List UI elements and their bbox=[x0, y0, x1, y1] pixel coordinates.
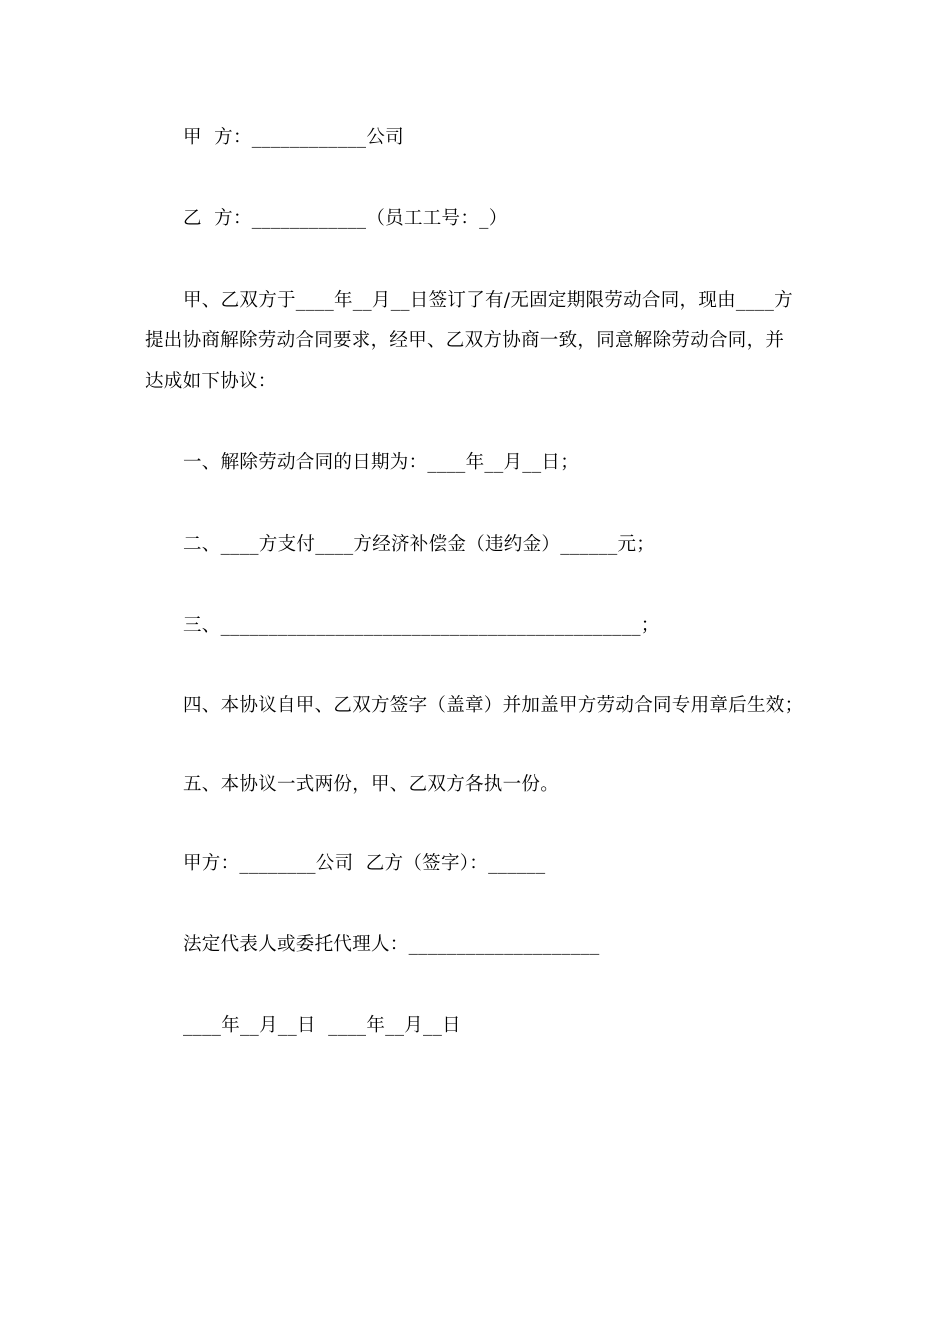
party-b-line: 乙 方：____________（员工工号：_） bbox=[183, 208, 508, 229]
date-line: ____年__月__日 ____年__月__日 bbox=[183, 1015, 461, 1036]
party-a-line: 甲 方：____________公司 bbox=[183, 127, 404, 148]
clause-2: 二、____方支付____方经济补偿金（违约金）______元； bbox=[183, 534, 656, 555]
signature-line: 甲方：________公司 乙方（签字）：______ bbox=[183, 853, 546, 874]
intro-line-3: 达成如下协议： bbox=[145, 371, 277, 392]
clause-1: 一、解除劳动合同的日期为：____年__月__日； bbox=[183, 452, 580, 473]
representative-line: 法定代表人或委托代理人：____________________ bbox=[183, 934, 600, 955]
clause-4: 四、本协议自甲、乙双方签字（盖章）并加盖甲方劳动合同专用章后生效； bbox=[183, 695, 804, 716]
clause-3: 三、____________________________________________； bbox=[183, 615, 660, 636]
intro-line-1: 甲、乙双方于____年__月__日签订了有/无固定期限劳动合同，现由____方 bbox=[183, 290, 793, 311]
intro-line-2: 提出协商解除劳动合同要求，经甲、乙双方协商一致，同意解除劳动合同，并 bbox=[145, 330, 785, 351]
clause-5: 五、本协议一式两份，甲、乙双方各执一份。 bbox=[183, 774, 560, 795]
